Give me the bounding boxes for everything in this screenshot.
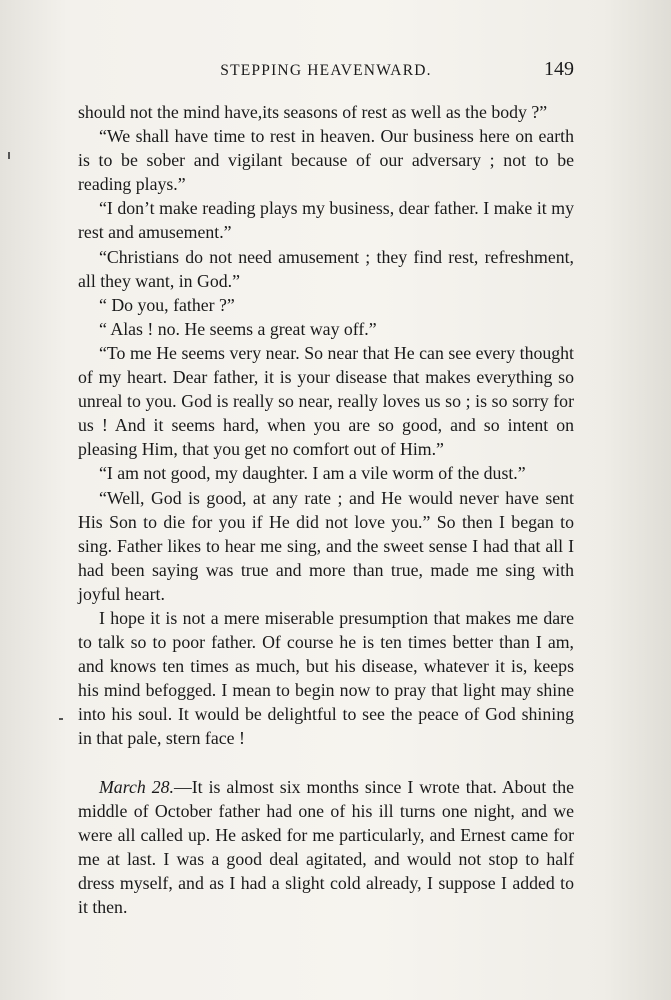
page-body: [78, 100, 574, 919]
paragraph-5: “ Do you, father ?”: [99, 294, 235, 315]
running-title: STEPPING HEAVENWARD.: [220, 62, 432, 79]
entry-text: —It is almost six months since I wrote that. About the middle of October father had one of his ill turns one night, and we were all called up. He asked for me particularly, and Ernest came for me at last. I was a good deal agitated, and would not stop to half dress myself, and as I had a slight cold already, I suppose I added to it then.: [78, 776, 574, 917]
paragraph-10: I hope it is not a mere miserable presumption that makes me dare to talk so to poor father. Of course he is ten times better than I am, and knows ten times as much, but his disease, whatever it is, keeps his mind befogged. I mean to begin now to pray that light may shine into his soul. It would be delightful to see the peace of God shining in that pale, stern face !: [78, 607, 574, 749]
paragraph-6: “ Alas ! no. He seems a great way off.”: [99, 318, 377, 339]
page-number: 149: [544, 58, 574, 80]
paragraph-2: “We shall have time to rest in heaven. Our business here on earth is to be sober and vigilant because of our adversary ; not to be reading plays.”: [78, 126, 574, 195]
dated-entry: [78, 775, 574, 920]
paragraph-3: “I don’t make reading plays my business, dear father. I make it my rest and amusement.”: [78, 198, 574, 243]
paragraph-1: should not the mind have,its seasons of rest as well as the body ?”: [78, 102, 548, 122]
margin-speck-bottom: [59, 718, 63, 720]
paragraph-8: “I am not good, my daughter. I am a vile worm of the dust.”: [99, 463, 526, 484]
page-header: [78, 58, 574, 84]
margin-speck-top: [8, 152, 10, 159]
paragraph-4: “Christians do not need amusement ; they find rest, refreshment, all they want, in God.”: [78, 246, 574, 291]
paragraph-7: “To me He seems very near. So near that He can see every thought of my heart. Dear father, it is your disease that makes everything so unreal to you. God is really so near, really loves us so ; is so sorry for us ! And it seems hard, when you are so good, and so intent on pleasing Him, that you get no comfort out of Him.”: [78, 342, 574, 460]
entry-date: March 28.: [99, 776, 174, 797]
paragraph-9: “Well, God is good, at any rate ; and He would never have sent His Son to die for you if He did not love you.” So then I began to sing. Father likes to hear me sing, and the sweet sense I had that all I had been saying was true and more than true, made me sing with joyful heart.: [78, 487, 574, 604]
